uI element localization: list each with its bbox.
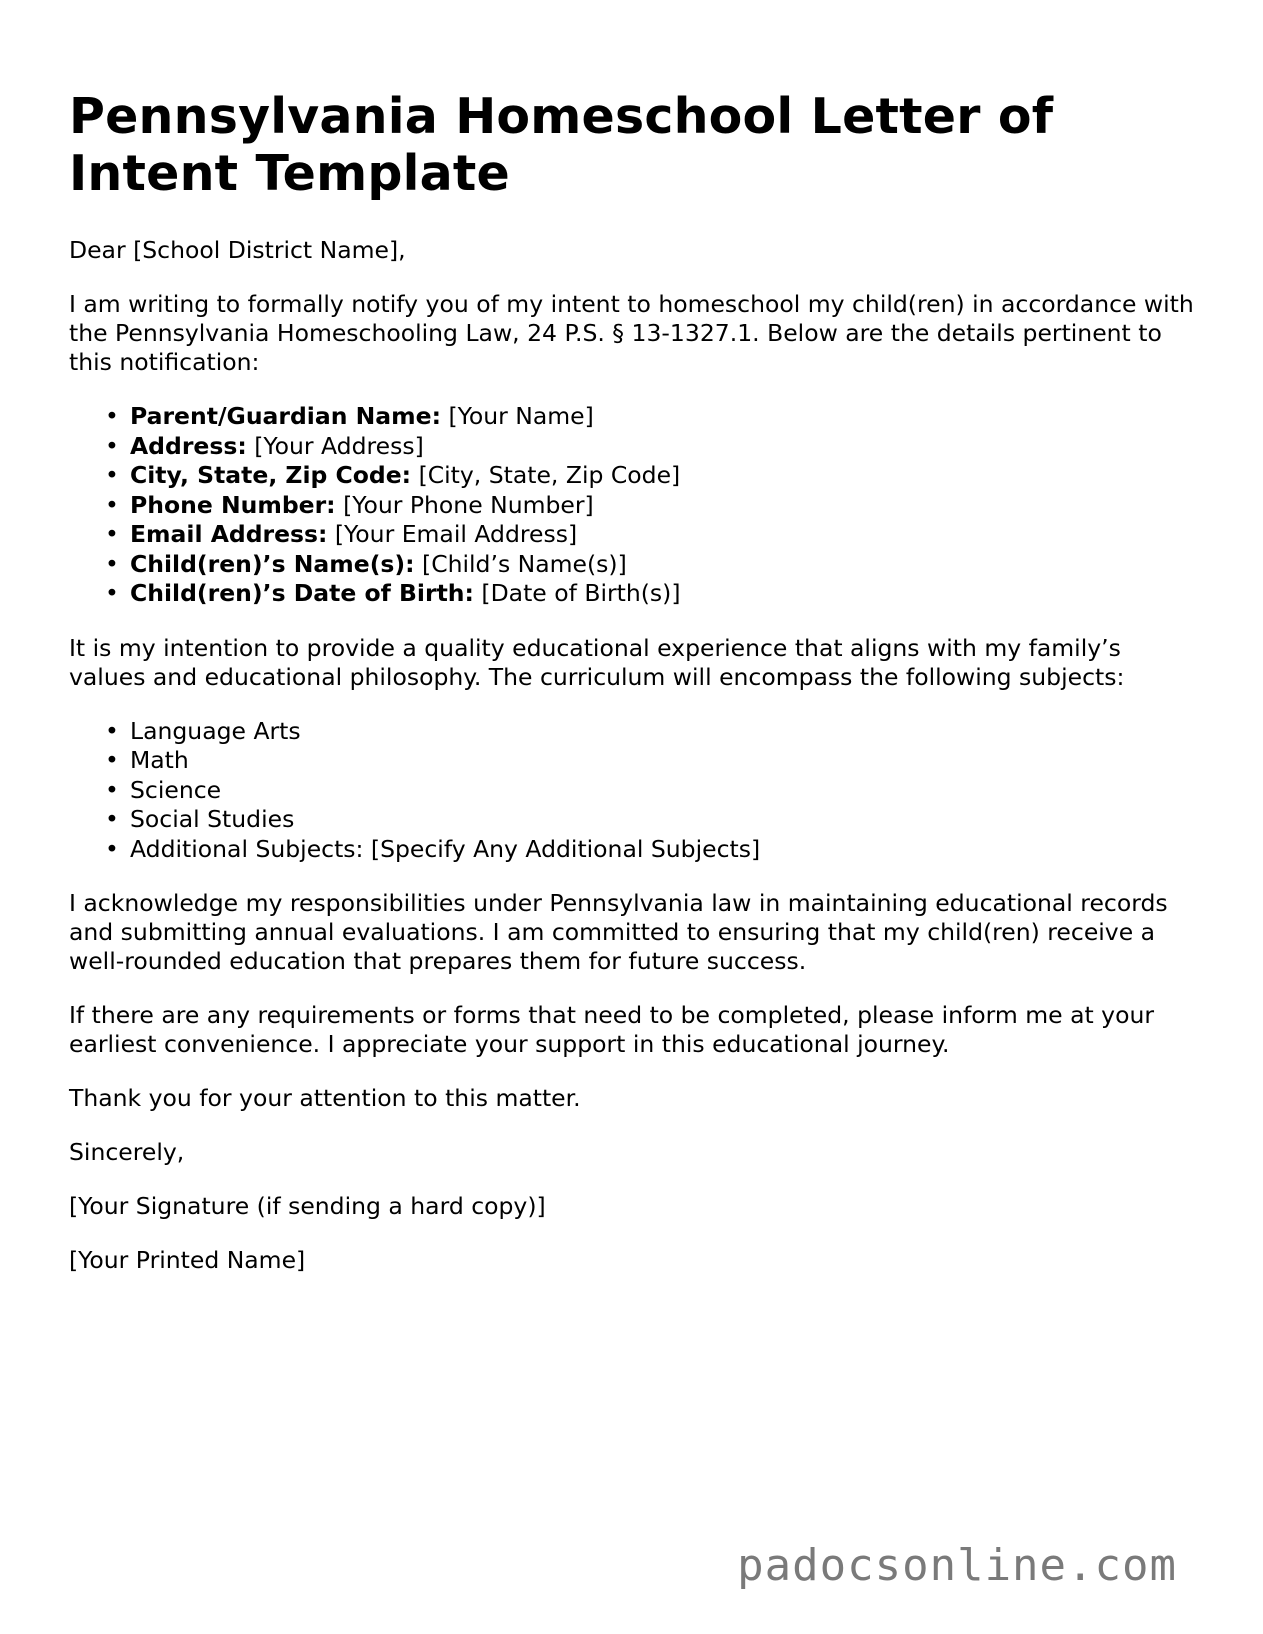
- detail-label: Address:: [130, 431, 247, 460]
- closing-line: Sincerely,: [69, 1138, 185, 1166]
- bullet-icon: •: [105, 716, 119, 745]
- detail-value: [City, State, Zip Code]: [411, 461, 681, 489]
- detail-label: Email Address:: [130, 520, 328, 548]
- detail-value: [Date of Birth(s)]: [473, 579, 681, 607]
- bullet-icon: •: [105, 461, 119, 489]
- subject-text: Language Arts: [130, 716, 301, 745]
- acknowledgement-paragraph: I acknowledge my responsibilities under Pennsylvania law in maintaining educational records and submitting annual evaluations. I am committed to ensuring that my child(ren) receive a well-rounded education that prepares them for future success.: [69, 889, 1168, 975]
- bullet-icon: •: [105, 805, 119, 833]
- requirements-paragraph: If there are any requirements or forms that need to be completed, please inform me at your earliest convenience. I appreciate your support in this educational journey.: [69, 1001, 1155, 1058]
- detail-value: [Your Name]: [441, 402, 594, 430]
- letter-document: [69, 88, 1199, 1300]
- list-item: [105, 520, 1199, 550]
- subject-text: Math: [130, 746, 189, 774]
- subjects-list: [69, 717, 1199, 865]
- site-watermark: padocsonline.com: [737, 1540, 1177, 1591]
- list-item: [105, 746, 1199, 776]
- detail-value: [Child’s Name(s)]: [414, 549, 627, 578]
- list-item: [105, 549, 1199, 580]
- subject-text: Social Studies: [130, 805, 295, 833]
- subject-text: Science: [130, 775, 222, 804]
- detail-label: Parent/Guardian Name:: [130, 402, 441, 430]
- list-item: [105, 402, 1199, 432]
- list-item: [105, 490, 1199, 521]
- list-item: [105, 716, 1199, 747]
- salutation: Dear [School District Name],: [69, 236, 406, 264]
- bullet-icon: •: [105, 520, 119, 548]
- bullet-icon: •: [105, 431, 119, 460]
- bullet-icon: •: [105, 402, 119, 430]
- detail-value: [Your Email Address]: [327, 520, 578, 548]
- printed-name-placeholder: [Your Printed Name]: [69, 1246, 306, 1274]
- list-item: [105, 834, 1199, 865]
- list-item: [105, 775, 1199, 806]
- bullet-icon: •: [105, 834, 119, 863]
- bullet-icon: •: [105, 549, 119, 578]
- detail-label: Child(ren)’s Date of Birth:: [130, 579, 474, 607]
- detail-label: Child(ren)’s Name(s):: [130, 549, 415, 578]
- curriculum-paragraph: It is my intention to provide a quality educational experience that aligns with my family’s values and educational philosophy. The curriculum will encompass the following subjects:: [69, 633, 1125, 691]
- detail-value: [Your Phone Number]: [335, 490, 594, 519]
- detail-value: [Your Address]: [246, 431, 424, 460]
- list-item: [105, 805, 1199, 835]
- list-item: [105, 431, 1199, 462]
- bullet-icon: •: [105, 746, 119, 774]
- detail-label: City, State, Zip Code:: [130, 461, 412, 489]
- page-title: Pennsylvania Homeschool Letter of Intent Template: [69, 88, 1054, 202]
- list-item: [105, 579, 1199, 609]
- bullet-icon: •: [105, 775, 119, 804]
- intro-paragraph: I am writing to formally notify you of my intent to homeschool my child(ren) in accordance with the Pennsylvania Homeschooling Law, 24 P.S. § 13-1327.1. Below are the details pertinent to this notification:: [69, 290, 1194, 376]
- bullet-icon: •: [105, 579, 119, 607]
- details-list: [69, 402, 1199, 609]
- signature-placeholder: [Your Signature (if sending a hard copy)]: [69, 1192, 546, 1220]
- detail-label: Phone Number:: [130, 490, 336, 519]
- subject-text: Additional Subjects: [Specify Any Additional Subjects]: [130, 834, 761, 863]
- thanks-line: Thank you for your attention to this matter.: [69, 1084, 581, 1112]
- list-item: [105, 461, 1199, 491]
- bullet-icon: •: [105, 490, 119, 519]
